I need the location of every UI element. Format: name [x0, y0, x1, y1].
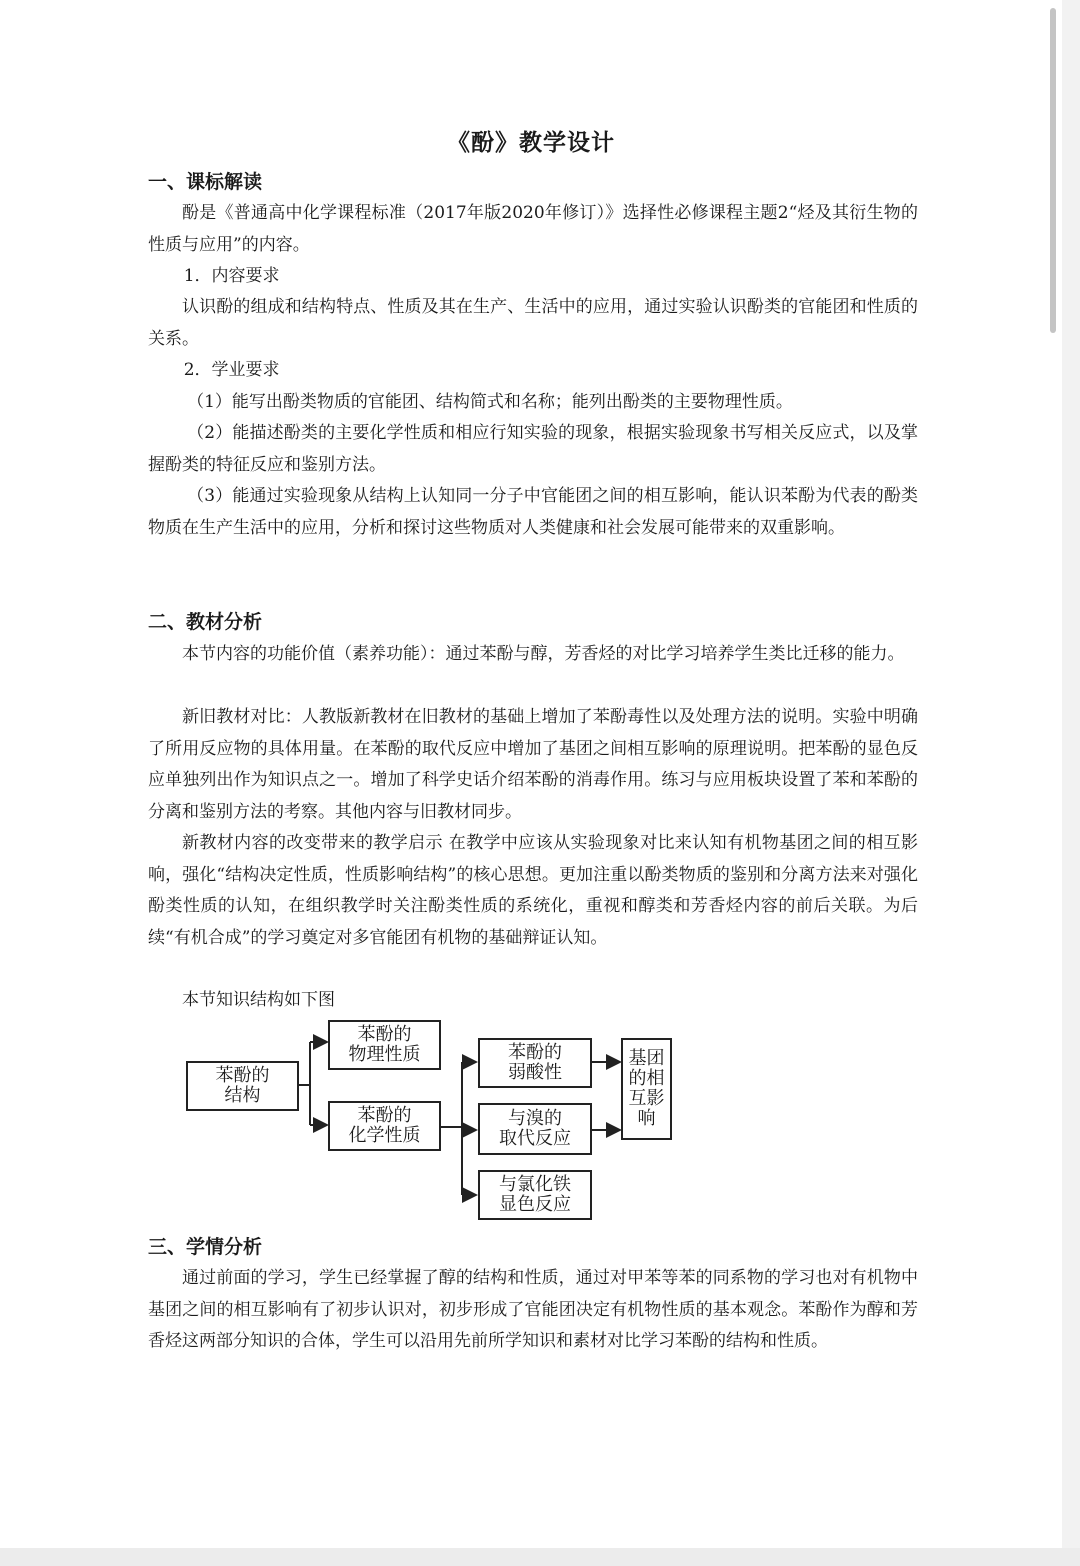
- section3-heading: 三、学情分析: [148, 1236, 263, 1258]
- section2-heading: 二、教材分析: [148, 611, 263, 633]
- box-phenol-structure: 苯酚的 结构: [186, 1061, 299, 1111]
- box-weak-acidity: 苯酚的 弱酸性: [478, 1038, 592, 1088]
- scrollbar-thumb[interactable]: [1050, 8, 1056, 333]
- box-ferric-chloride-color: 与氯化铁 显色反应: [478, 1170, 592, 1220]
- section2-paragraph-1: 本节内容的功能价值（素养功能）：通过苯酚与醇，芳香烃的对比学习培养学生类比迁移的能力。: [182, 644, 905, 664]
- section1-intro: 酚是《普通高中化学课程标准（2017年版2020年修订）》选择性必修课程主题2“烃及其衍生物的性质与应用”的内容。: [148, 203, 918, 255]
- box-physical-properties: 苯酚的 物理性质: [328, 1020, 441, 1070]
- requirement-item-1: （1）能写出酚类物质的官能团、结构简式和名称；能列出酚类的主要物理性质。: [187, 392, 793, 412]
- page-title: 《酚》教学设计: [447, 130, 615, 156]
- knowledge-structure-diagram: [180, 1015, 680, 1225]
- box-mutual-influence: 基团 的相 互影 响: [621, 1038, 672, 1140]
- bottom-edge: [0, 1548, 1080, 1566]
- section2-paragraph-3: 新教材内容的改变带来的教学启示 在教学中应该从实验现象对比来认知有机物基团之间的相互影响，强化“结构决定性质，性质影响结构”的核心思想。更加注重以酚类物质的鉴别和分离方法来对强化酚类性质的认知，在组织教学时关注酚类性质的系统化，重视和醇类和芳香烃内容的前后关联。为后续“有机合成”的学习奠定对多官能团有机物的基础辩证认知。: [148, 833, 918, 948]
- section2-paragraph-2: 新旧教材对比：人教版新教材在旧教材的基础上增加了苯酚毒性以及处理方法的说明。实验中明确了所用反应物的具体用量。在苯酚的取代反应中增加了基团之间相互影响的原理说明。把苯酚的显色反应单独列出作为知识点之一。增加了科学史话介绍苯酚的消毒作用。练习与应用板块设置了苯和苯酚的分离和鉴别方法的考察。其他内容与旧教材同步。: [148, 707, 918, 822]
- section2-paragraph-4: 本节知识结构如下图: [182, 990, 335, 1010]
- section3-paragraph: 通过前面的学习，学生已经掌握了醇的结构和性质，通过对甲苯等苯的同系物的学习也对有机物中基团之间的相互影响有了初步认识对，初步形成了官能团决定有机物性质的基本观念。苯酚作为醇和芳香烃这两部分知识的合体，学生可以沿用先前所学知识和素材对比学习苯酚的结构和性质。: [148, 1268, 918, 1351]
- box-bromine-substitution: 与溴的 取代反应: [478, 1103, 592, 1155]
- section1-sub1-text: 认识酚的组成和结构特点、性质及其在生产、生活中的应用，通过实验认识酚类的官能团和性质的关系。: [148, 297, 918, 349]
- section1-heading: 一、课标解读: [148, 171, 263, 193]
- requirement-item-3: （3）能通过实验现象从结构上认知同一分子中官能团之间的相互影响，能认识苯酚为代表的酚类物质在生产生活中的应用，分析和探讨这些物质对人类健康和社会发展可能带来的双重影响。: [148, 486, 918, 538]
- section1-sub2-heading: 2．学业要求: [183, 360, 280, 380]
- requirement-item-2: （2）能描述酚类的主要化学性质和相应行知实验的现象，根据实验现象书写相关反应式，以及掌握酚类的特征反应和鉴别方法。: [148, 423, 918, 475]
- section1-sub1-heading: 1．内容要求: [183, 266, 280, 286]
- box-chemical-properties: 苯酚的 化学性质: [328, 1101, 441, 1151]
